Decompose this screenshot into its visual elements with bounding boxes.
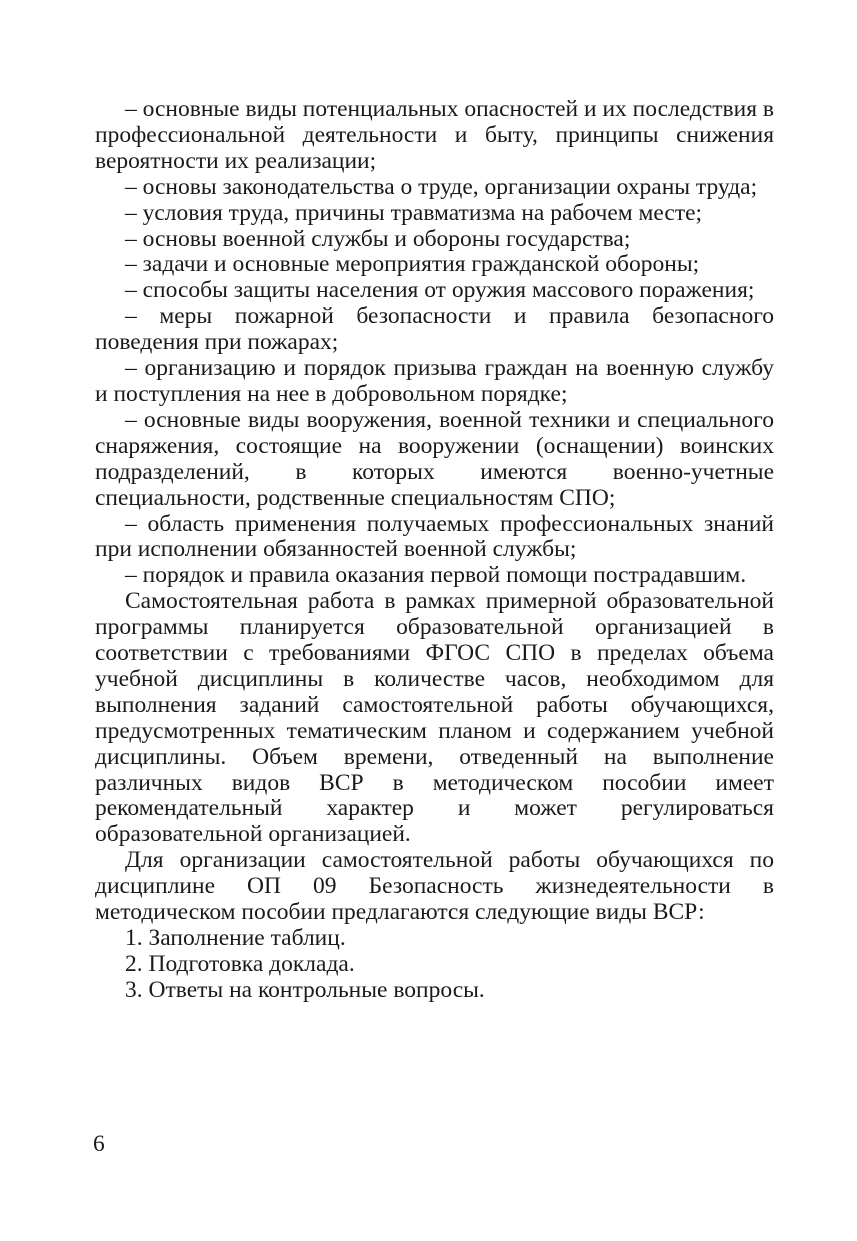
bullet-item: – основы военной службы и обороны государства; [125,225,631,252]
bullet-item: – основные виды вооружения, военной техники и специального снаряжения, состоящие на вооружении (оснащении) воинских подразделений, в которых имеются военно-учетные специальности, родственные специальностям СПО; [95,406,774,511]
bullet-item: – условия труда, причины травматизма на рабочем месте; [125,199,703,226]
bullet-item: – область применения получаемых профессиональных знаний при исполнении обязанностей военной службы; [95,510,774,563]
bullet-item: – организацию и порядок призыва граждан на военную службу и поступления на нее в добровольном порядке; [95,355,774,407]
bullet-item: – порядок и правила оказания первой помощи пострадавшим. [125,562,747,589]
numbered-list-item: 2. Подготовка доклада. [125,950,355,977]
numbered-list-item: 1. Заполнение таблиц. [125,925,346,951]
bullet-item: – основные виды потенциальных опасностей и их последствия в профессиональной деятельности и быту, принципы снижения вероятности их реализации; [95,96,774,174]
page-number: 6 [93,1131,105,1157]
bullet-item: – меры пожарной безопасности и правила безопасного поведения при пожарах; [95,303,774,356]
body-paragraph: Самостоятельная работа в рамках примерной образовательной программы планируется образовательной организацией в соответствии с требованиями ФГОС СПО в пределах объема учебной дисциплины в количестве часов, необходимом для выполнения заданий самостоятельной работы обучающихся, предусмотренных тематическим планом и содержанием учебной дисциплины. Объем времени, отведенный на выполнение различных видов ВСР в методическом пособии имеет рекомендательный характер и может регулироваться образовательной организацией. [95,588,774,848]
body-paragraph: Для организации самостоятельной работы обучающихся по дисциплине ОП 09 Безопасность жизнедеятельности в методическом пособии предлагаются следующие виды ВСР: [95,847,774,926]
bullet-item: – задачи и основные мероприятия гражданской обороны; [125,251,700,278]
bullet-item: – основы законодательства о труде, организации охраны труда; [125,173,758,200]
numbered-list-item: 3. Ответы на контрольные вопросы. [125,976,485,1003]
bullet-item: – способы защиты населения от оружия массового поражения; [125,277,755,304]
page-body [95,97,774,1004]
